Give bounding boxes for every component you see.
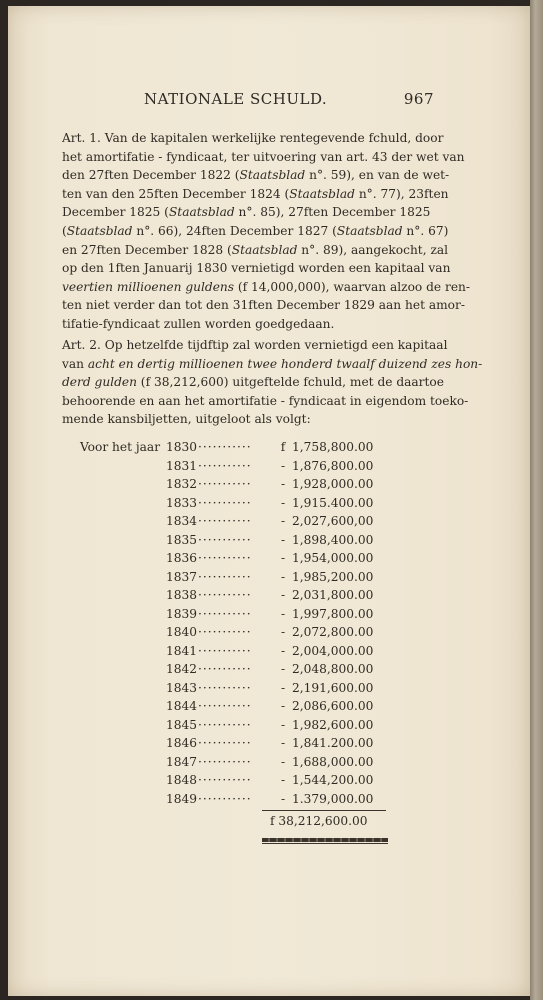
row-year: 1844 xyxy=(166,699,198,713)
table-row xyxy=(80,438,380,457)
row-mark: - xyxy=(280,662,286,676)
leader-dots: ··········· xyxy=(198,699,252,713)
row-year: 1847 xyxy=(166,754,198,769)
row-year: 1843 xyxy=(166,680,198,695)
row-amount: 1,758,800.00 xyxy=(292,440,374,454)
text-line: het amortifatie - fyndicaat, ter uitvoering van art. 43 der wet van xyxy=(62,149,465,164)
leader-dots: ··········· xyxy=(198,791,252,806)
sum-rule xyxy=(262,810,386,811)
row-year: 1842 xyxy=(166,662,198,676)
leader-dots: ··········· xyxy=(198,551,252,565)
text-line: en 27ften December 1828 (Staatsblad n°. 89), aangekocht, zal xyxy=(62,242,449,257)
table-row xyxy=(80,586,380,605)
row-mark: - xyxy=(280,588,286,602)
row-mark: - xyxy=(280,773,286,787)
row-mark: - xyxy=(280,532,286,547)
row-amount: 1.379,000.00 xyxy=(292,791,374,806)
table-row xyxy=(80,605,380,624)
closing-rule xyxy=(262,843,388,844)
table-row xyxy=(80,734,380,753)
row-amount: 1,915.400.00 xyxy=(292,495,374,510)
row-year: 1832 xyxy=(166,477,198,491)
row-amount: 2,004,000.00 xyxy=(292,643,374,658)
article-1-paragraph xyxy=(62,129,471,334)
row-amount: 2,086,600.00 xyxy=(292,699,374,713)
page-title: NATIONALE SCHULD. xyxy=(144,90,328,108)
leader-dots: ··········· xyxy=(198,643,252,658)
table-row xyxy=(80,753,380,772)
row-amount: 2,027,600,00 xyxy=(292,514,374,528)
row-year: 1835 xyxy=(166,532,198,547)
article-2-paragraph xyxy=(62,336,483,429)
row-amount: 1,982,600.00 xyxy=(292,717,374,732)
leader-dots: ··········· xyxy=(198,606,252,621)
table-row xyxy=(80,790,380,809)
text-line: ten van den 25ften December 1824 (Staatsblad n°. 77), 23ften xyxy=(62,186,449,201)
row-year: 1830 xyxy=(166,440,198,454)
row-amount: 1,928,000.00 xyxy=(292,477,374,491)
text-line: veertien millioenen guldens (f 14,000,000), waarvan alzoo de ren- xyxy=(62,279,471,294)
row-mark: - xyxy=(280,643,286,658)
table-row xyxy=(80,568,380,587)
row-mark: f xyxy=(280,440,286,454)
row-year: 1834 xyxy=(166,514,198,528)
text-line: (Staatsblad n°. 66), 24ften December 1827 (Staatsblad n°. 67) xyxy=(62,223,449,238)
leader-dots: ··········· xyxy=(198,717,252,732)
row-mark: - xyxy=(280,680,286,695)
table-row xyxy=(80,531,380,550)
row-amount: 1,876,800.00 xyxy=(292,458,374,473)
row-amount: 1,544,200.00 xyxy=(292,773,374,787)
leader-dots: ··········· xyxy=(198,532,252,547)
text-line: derd gulden (f 38,212,600) uitgeftelde fchuld, met de daartoe xyxy=(62,375,444,390)
row-year: 1833 xyxy=(166,495,198,510)
row-mark: - xyxy=(280,625,286,639)
text-line: mende kansbiljetten, uitgeloot als volgt: xyxy=(62,412,311,427)
text-line: den 27ften December 1822 (Staatsblad n°. 59), en van de wet- xyxy=(62,168,450,183)
table-row xyxy=(80,771,380,790)
page-number: 967 xyxy=(403,90,434,108)
table-row xyxy=(80,494,380,513)
schedule-total: f 38,212,600.00 xyxy=(270,814,368,828)
row-mark: - xyxy=(280,754,286,769)
leader-dots: ··········· xyxy=(198,662,252,676)
row-mark: - xyxy=(280,495,286,510)
table-row xyxy=(80,679,380,698)
row-mark: - xyxy=(280,717,286,732)
table-row xyxy=(80,697,380,716)
leader-dots: ··········· xyxy=(198,458,252,473)
row-year: 1837 xyxy=(166,569,198,584)
row-year: 1836 xyxy=(166,551,198,565)
row-year: 1838 xyxy=(166,588,198,602)
row-year: 1849 xyxy=(166,791,198,806)
text-line: tifatie-fyndicaat zullen worden goedgedaan. xyxy=(62,316,335,331)
text-line: op den 1ften Januarij 1830 vernietigd worden een kapitaal van xyxy=(62,261,451,276)
row-mark: - xyxy=(280,791,286,806)
table-row xyxy=(80,642,380,661)
leader-dots: ··········· xyxy=(198,588,252,602)
table-row xyxy=(80,457,380,476)
leader-dots: ··········· xyxy=(198,736,252,750)
row-mark: - xyxy=(280,458,286,473)
leader-dots: ··········· xyxy=(198,680,252,695)
row-amount: 2,191,600.00 xyxy=(292,680,374,695)
row-year: 1839 xyxy=(166,606,198,621)
row-amount: 1,841.200.00 xyxy=(292,736,374,750)
row-year: 1840 xyxy=(166,625,198,639)
row-lead-label: Voor het jaar xyxy=(80,440,161,454)
row-mark: - xyxy=(280,514,286,528)
text-line: Art. 2. Op hetzelfde tijdftip zal worden vernietigd een kapitaal xyxy=(62,338,448,352)
row-year: 1846 xyxy=(166,736,198,750)
leader-dots: ··········· xyxy=(198,569,252,584)
row-amount: 1,985,200.00 xyxy=(292,569,374,584)
text-line: Art. 1. Van de kapitalen werkelijke rentegevende fchuld, door xyxy=(62,131,444,145)
leader-dots: ··········· xyxy=(198,514,252,528)
page-edge xyxy=(530,0,543,1000)
leader-dots: ··········· xyxy=(198,477,252,491)
book-page xyxy=(8,6,530,996)
row-mark: - xyxy=(280,569,286,584)
row-year: 1841 xyxy=(166,643,198,658)
table-row xyxy=(80,716,380,735)
row-mark: - xyxy=(280,736,286,750)
row-amount: 1,898,400.00 xyxy=(292,532,374,547)
table-row xyxy=(80,623,380,642)
redemption-schedule-table xyxy=(80,438,380,808)
leader-dots: ··········· xyxy=(198,754,252,769)
row-amount: 2,031,800.00 xyxy=(292,588,374,602)
leader-dots: ··········· xyxy=(198,773,252,787)
table-row xyxy=(80,475,380,494)
text-line: ten niet verder dan tot den 31ften December 1829 aan het amor- xyxy=(62,298,465,313)
leader-dots: ··········· xyxy=(198,495,252,510)
table-row xyxy=(80,512,380,531)
table-row xyxy=(80,549,380,568)
text-line: behoorende en aan het amortifatie - fyndicaat in eigendom toeko- xyxy=(62,393,469,408)
row-year: 1845 xyxy=(166,717,198,732)
row-amount: 2,048,800.00 xyxy=(292,662,374,676)
row-mark: - xyxy=(280,551,286,565)
row-amount: 1,997,800.00 xyxy=(292,606,374,621)
row-amount: 1,954,000.00 xyxy=(292,551,374,565)
row-mark: - xyxy=(280,477,286,491)
row-year: 1848 xyxy=(166,773,198,787)
row-year: 1831 xyxy=(166,458,198,473)
text-line: December 1825 (Staatsblad n°. 85), 27ften December 1825 xyxy=(62,205,431,220)
leader-dots: ··········· xyxy=(198,440,252,454)
row-amount: 1,688,000.00 xyxy=(292,754,374,769)
row-mark: - xyxy=(280,699,286,713)
row-mark: - xyxy=(280,606,286,621)
row-amount: 2,072,800.00 xyxy=(292,625,374,639)
leader-dots: ··········· xyxy=(198,625,252,639)
ornamental-rule xyxy=(262,838,388,842)
text-line: van acht en dertig millioenen twee honderd twaalf duizend zes hon- xyxy=(62,356,483,371)
table-row xyxy=(80,660,380,679)
